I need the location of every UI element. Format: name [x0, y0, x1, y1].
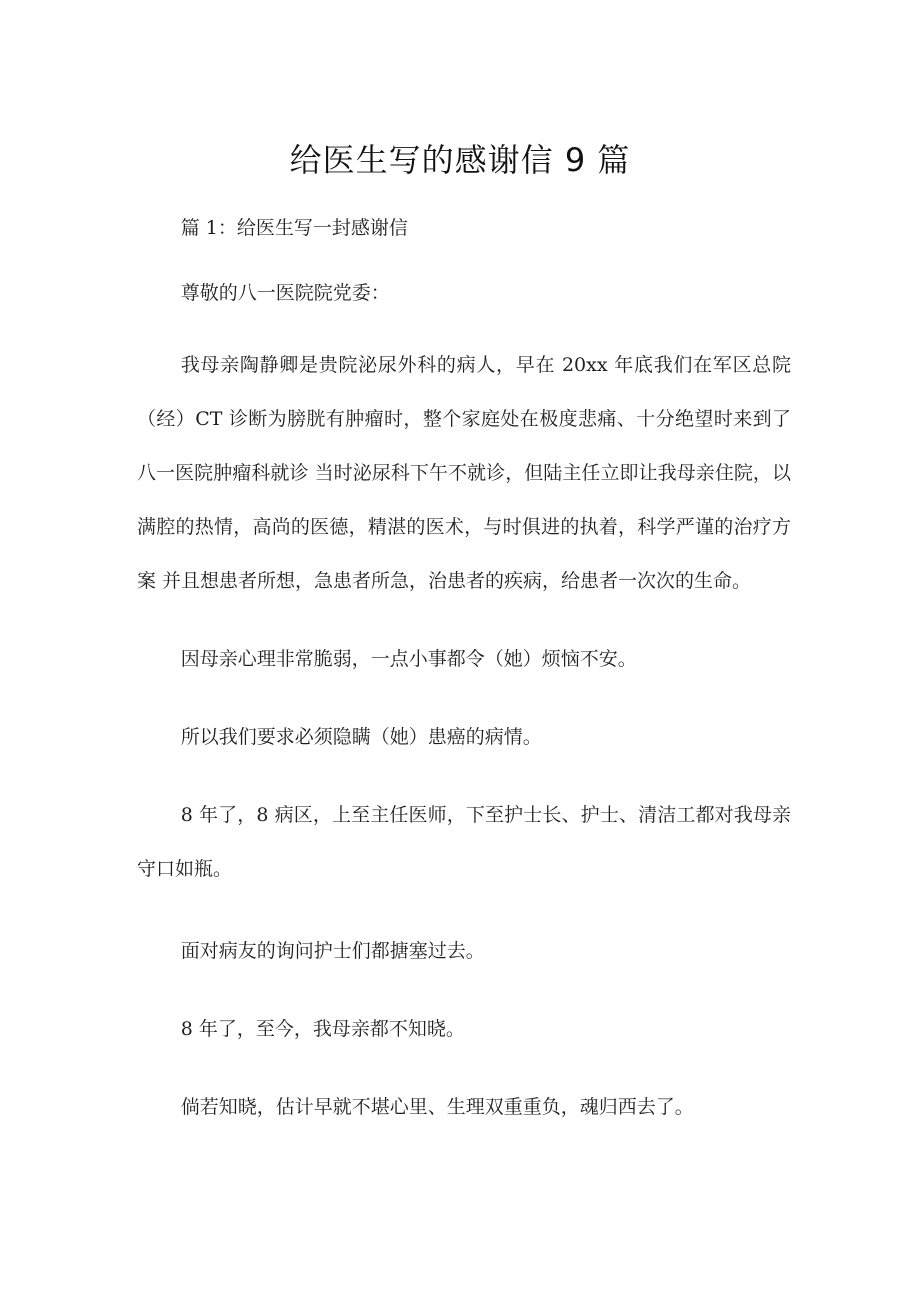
paragraph: 8 年了，至今，我母亲都不知晓。 [180, 1018, 465, 1040]
paragraph: 我母亲陶静卿是贵院泌尿外科的病人，早在 20xx 年底我们在军区总院（经）CT 诊断为膀胱有肿瘤时，整个家庭处在极度悲痛、十分绝望时来到了八一医院肿瘤科就诊 当时泌尿科下午不就诊，但陆主任立即让我母亲住院，以满腔的热情，高尚的医德，精湛的医术，与时俱进的执着，科学严谨的治疗方案 并且想患者所想，急患者所急，治患者的疾病，给患者一次次的生命。 [137, 354, 791, 592]
salutation: 尊敬的八一医院院党委： [180, 282, 390, 304]
section-heading: 篇 1：给医生写一封感谢信 [180, 217, 408, 239]
paragraph: 8 年了，8 病区，上至主任医师，下至护士长、护士、清洁工都对我母亲守口如瓶。 [137, 804, 791, 880]
document-body [137, 208, 791, 1158]
paragraph: 面对病友的询问护士们都搪塞过去。 [180, 940, 485, 962]
paragraph: 倘若知晓，估计早就不堪心里、生理双重重负，魂归西去了。 [180, 1096, 694, 1118]
paragraph: 所以我们要求必须隐瞒（她）患癌的病情。 [180, 726, 542, 748]
document-title: 给医生写的感谢信 9 篇 [289, 141, 631, 179]
paragraph: 因母亲心理非常脆弱，一点小事都令（她）烦恼不安。 [180, 648, 637, 670]
